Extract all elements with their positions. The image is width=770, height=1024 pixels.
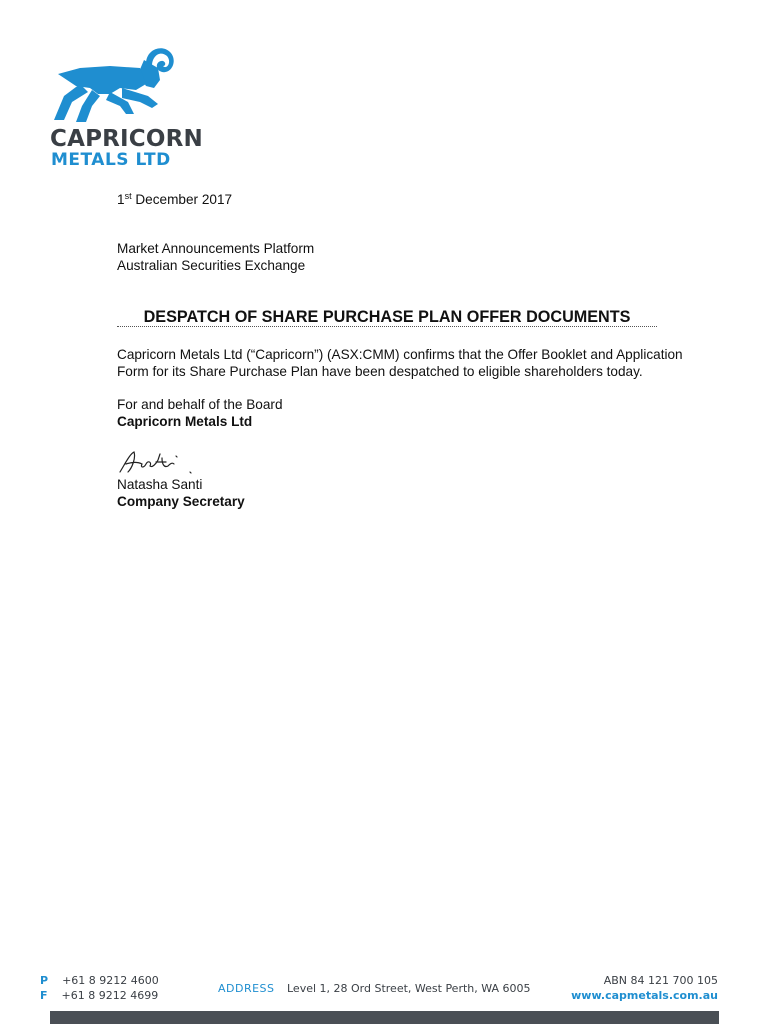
ram-icon xyxy=(50,44,176,124)
date-suffix: st xyxy=(124,191,132,201)
date-day: 1 xyxy=(117,192,125,207)
footer-address-label: ADDRESS xyxy=(218,982,275,995)
letter-date xyxy=(117,191,232,208)
signer-role: Company Secretary xyxy=(117,494,245,509)
logo-wordmark-metals-ltd: METALS LTD xyxy=(51,150,171,170)
body-paragraph xyxy=(117,346,683,380)
footer-phone xyxy=(40,974,159,987)
fax-number: +61 8 9212 4699 xyxy=(61,989,159,1002)
closing-company: Capricorn Metals Ltd xyxy=(117,414,253,429)
announcement-title: DESPATCH OF SHARE PURCHASE PLAN OFFER DOCUMENTS xyxy=(143,308,631,326)
footer-abn: ABN 84 121 700 105 xyxy=(603,974,718,987)
footer-website[interactable]: www.capmetals.com.au xyxy=(571,989,718,1002)
date-month-year: December 2017 xyxy=(131,192,233,207)
title-underline xyxy=(117,326,657,327)
signer-name: Natasha Santi xyxy=(117,477,203,492)
company-logo xyxy=(46,44,203,172)
body-line-1: Capricorn Metals Ltd (“Capricorn”) (ASX:CMM) confirms that the Offer Booklet and Application xyxy=(117,347,683,362)
signer-block xyxy=(117,476,245,510)
phone-label: P xyxy=(40,974,49,987)
footer-fax xyxy=(40,989,158,1002)
fax-label: F xyxy=(40,989,48,1002)
recipient-line-2: Australian Securities Exchange xyxy=(117,258,306,273)
closing-block xyxy=(117,396,283,430)
phone-number: +61 8 9212 4600 xyxy=(62,974,159,987)
closing-line: For and behalf of the Board xyxy=(117,397,283,412)
recipient-block xyxy=(117,240,314,274)
logo-wordmark-capricorn: CAPRICORN xyxy=(50,126,203,152)
footer-bar xyxy=(50,1011,719,1024)
letterhead-footer xyxy=(0,968,770,1024)
body-line-2: Form for its Share Purchase Plan have been despatched to eligible shareholders today. xyxy=(117,364,643,379)
recipient-line-1: Market Announcements Platform xyxy=(117,241,315,256)
footer-address: Level 1, 28 Ord Street, West Perth, WA 6005 xyxy=(287,982,531,995)
handwritten-signature xyxy=(118,448,198,476)
